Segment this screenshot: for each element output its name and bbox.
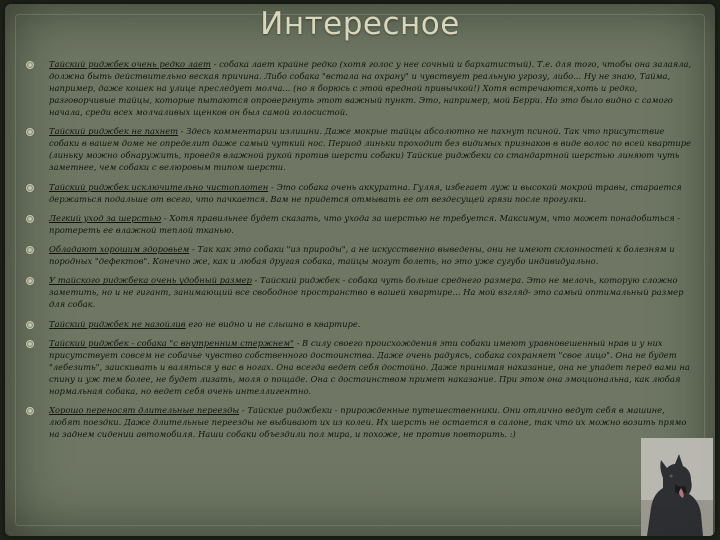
item-title: Обладают хорошим здоровьем bbox=[49, 244, 190, 255]
list-item bbox=[23, 404, 695, 440]
item-text: - Хотя правильнее будет сказать, что ухода за шерстью не требуется. Максимум, что может понадобиться - протереть ее влажной теплой тканью. bbox=[49, 212, 681, 235]
item-title: Легкий уход за шерстью bbox=[49, 212, 162, 223]
list-item bbox=[23, 243, 695, 267]
item-title: Тайский риджбек не назойлив bbox=[49, 318, 186, 329]
item-title: Тайский риджбек не пахнет bbox=[49, 126, 179, 137]
dog-photo bbox=[641, 438, 713, 536]
bullet-icon bbox=[26, 407, 34, 415]
list-item bbox=[23, 181, 695, 205]
list-item bbox=[23, 318, 695, 330]
item-title: Тайский риджбек - собака "с внутренним стержнем" bbox=[49, 338, 294, 349]
item-text: - Тайский риджбек - собака чуть больше среднего размера. Это не мелочь, которую сложно заметить, но и не гигант, занимающий все свободное пространство в вашей квартире... На мой взгляд- это самый оптимальный размер для собак. bbox=[49, 275, 684, 310]
bullet-icon bbox=[26, 61, 34, 69]
bullet-icon bbox=[26, 184, 34, 192]
bullet-icon bbox=[26, 246, 34, 254]
bullet-icon bbox=[26, 340, 34, 348]
item-text: - Так как это собаки "из природы", а не искусственно выведены, они не имеют склонностей к болезням и породных "дефектов". Конечно же, как и любая другая собака, тайцы могут болеть, но это уже сугубо индивидуально. bbox=[49, 244, 675, 267]
item-title: Тайский риджбек исключительно чистоплотен bbox=[49, 181, 269, 192]
item-title: У тайского риджбека очень удобный размер bbox=[49, 275, 252, 286]
list-item bbox=[23, 58, 695, 118]
item-text: - В силу своего происхождения эти собаки имеют уравновешенный нрав и у них присутствует совсем не собачье чувство собственного достоинства. Даже очень радуясь, собака сохраняет "свое лицо". Она не будет "лебезить", заискивать и валяться у вас в ногах. Она всегда ведет себя достойно. Даже принимая наказание, она не упадет перед вами на спину и уж тем более, не будет лизать, моля о пощаде. Она с достоинством примет наказание. При этом она эмоциональна, как любая нормальная собака, но ведет себя очень интеллигентно. bbox=[49, 338, 690, 397]
item-text: его не видно и не слышно в квартире. bbox=[185, 318, 361, 329]
item-title: Тайский риджбек очень редко лает bbox=[49, 59, 211, 69]
list-item bbox=[23, 337, 695, 397]
bullet-icon bbox=[26, 128, 34, 136]
item-text: - Это собака очень аккуратна. Гуляя, избегает луж и высокой мокрой травы, старается держаться подальше от всего, что пачкается. Вам не придется отмывать ее от вездесущей грязи после прогулки. bbox=[49, 181, 682, 204]
bullet-icon bbox=[26, 321, 34, 329]
bullet-icon bbox=[26, 215, 34, 223]
list-item bbox=[23, 212, 695, 236]
item-text: - собака лает крайне редко (хотя голос у нее сочный и бархатистый). Т.е. для того, чтобы она залаяла, должна быть действительно веская причина. Либо собака "встала на охрану" и чувствует реальную угрозу, либо... Ну не знаю, Тайма, например, даже кошек на улице преследует молча... (но я борюсь с этой вредной привычкой!) Хотя встречаются,хоть и редко, разговорчивые тайцы, которые пытаются опровергнуть этот важный пункт. Это, например, мой Берри. Но это было видно с самого начала, среди всех молчаливых щенков он был самой голосистой. bbox=[49, 59, 692, 117]
dog-photo-icon bbox=[641, 438, 713, 536]
bullet-icon bbox=[26, 277, 34, 285]
item-text: - Здесь комментарии излишни. Даже мокрые тайцы абсолютно не пахнут псиной. Так что присутствие собаки в вашем доме не определит даже самый чуткий нос. Период линьки проходит без видимых признаков в виде волос по всей квартире (линьку можно обнаружить, проведя влажной рукой против шерсти собаки) Тайские риджбеки со стандартной шерстью линяют чуть заметнее, чем собаки с велюровым типом шерсти. bbox=[49, 126, 692, 173]
bullet-list bbox=[23, 58, 695, 448]
slide bbox=[5, 4, 715, 536]
item-title: Хорошо переносят длительные переезды bbox=[49, 405, 240, 416]
slide-title: Интересное bbox=[260, 6, 460, 42]
list-item bbox=[23, 125, 695, 173]
item-text: - Тайские риджбеки - прирожденные путешественники. Они отлично ведут себя в машине, любят поездки. Даже длительные переезды не выбивают их из колеи. Их шерсть не остается в салоне, так что их можно возить прямо на заднем сидении автомобиля. Наши собаки объездили пол мира, и похоже, не против повторить. :) bbox=[49, 405, 687, 440]
list-item bbox=[23, 274, 695, 310]
